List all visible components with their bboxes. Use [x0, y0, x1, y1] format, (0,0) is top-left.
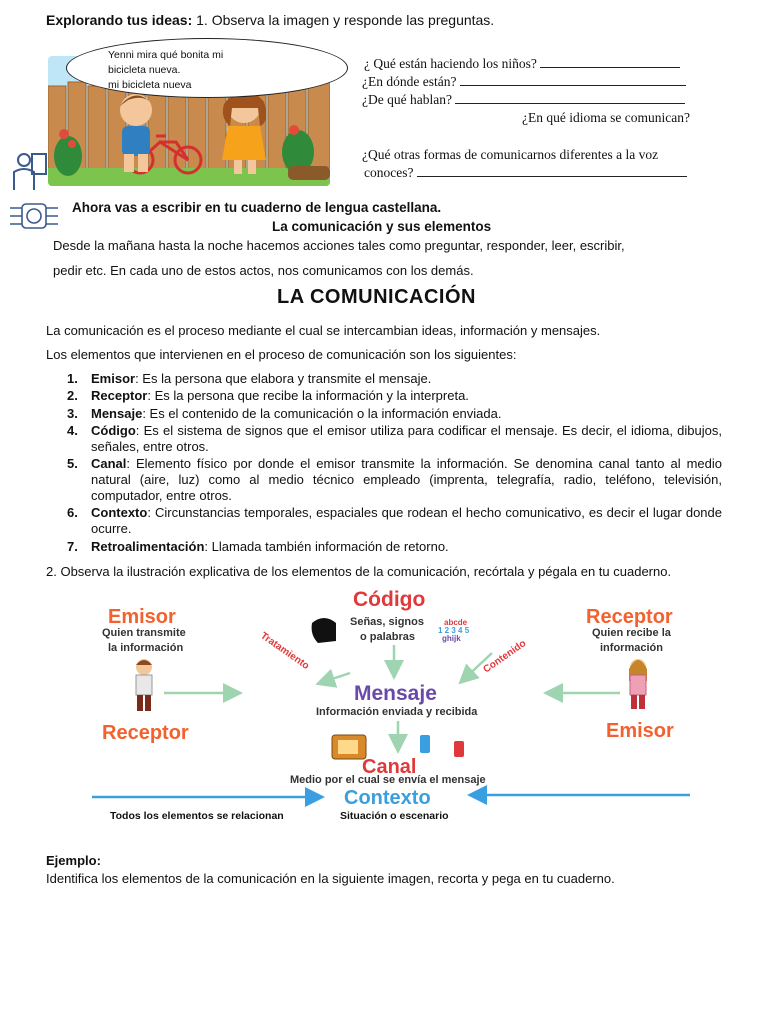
question-3-text: ¿De qué hablan? — [362, 92, 452, 107]
codigo-label: Código — [353, 588, 426, 611]
bubble-line-1: Yenni mira qué bonita mi — [108, 49, 224, 61]
write-note: Ahora vas a escribir en tu cuaderno de lengua castellana. — [72, 200, 442, 215]
list-item: 2. Receptor: Es la persona que recibe la información y la interpreta. — [67, 388, 469, 404]
answer-line-3[interactable] — [455, 91, 685, 104]
activity-heading — [46, 12, 494, 28]
phone-icon — [420, 735, 464, 757]
example-label: Ejemplo: — [46, 853, 101, 868]
list-item: 3. Mensaje: Es el contenido de la comunicación o la información enviada. — [67, 405, 502, 421]
list-item: 7. Retroalimentación: Llamada también información de retorno. — [67, 539, 449, 555]
activity-lead: Explorando tus ideas: — [46, 12, 193, 28]
list-item: 6. Contexto: Circunstancias temporales, espaciales que rodean el hecho comunicativo, es decir el lugar donde ocurre. — [67, 505, 722, 537]
girl-figure-icon — [629, 659, 647, 709]
question-1 — [364, 55, 680, 73]
elements-list — [67, 371, 722, 557]
canal-sub: Medio por el cual se envía el mensaje — [290, 774, 486, 786]
definition: La comunicación es el proceso mediante el cual se intercambian ideas, información y mensajes. — [46, 323, 601, 338]
list-item: 5. Canal: Elemento físico por donde el emisor transmite la información. Se denomina canal tanto al medio natural (aire, luz) como al medio técnico empleado (imprenta, telegrafía, radio, teléfono, televisión, computador, entre otros. — [67, 456, 722, 504]
emisor-left-sub2: la información — [108, 642, 184, 654]
svg-text:1 2 3 4 5: 1 2 3 4 5 — [438, 626, 470, 635]
receptor-right-sub2: información — [600, 642, 663, 654]
speaking-head-icon — [312, 618, 336, 643]
emisor-left-sub1: Quien transmite — [102, 627, 186, 639]
answer-line-5[interactable] — [417, 164, 687, 177]
codigo-sub2: o palabras — [360, 631, 416, 643]
speech-bubble-text — [108, 48, 223, 93]
question-2 — [362, 73, 686, 91]
letters-icon — [438, 618, 470, 643]
bubble-line-3: mi bicicleta nueva — [108, 79, 192, 91]
bottom-mid-caption: Situación o escenario — [340, 810, 449, 822]
svg-text:ghijk: ghijk — [442, 634, 461, 643]
question-2-text: ¿En dónde están? — [362, 74, 457, 89]
receptor-left-label: Receptor — [102, 722, 189, 744]
receptor-right-sub1: Quien recibe la — [592, 627, 671, 639]
bubble-line-2: bicicleta nueva. — [108, 64, 181, 76]
question-3 — [362, 91, 685, 109]
receptor-right-label: Receptor — [586, 606, 673, 628]
list-item: 1. Emisor: Es la persona que elabora y transmite el mensaje. — [67, 371, 432, 386]
contenido-label: Contenido — [481, 638, 529, 676]
answer-line-2[interactable] — [460, 73, 686, 86]
contexto-label: Contexto — [344, 787, 431, 809]
page-title: LA COMUNICACIÓN — [277, 286, 476, 308]
communication-diagram — [92, 585, 700, 825]
svg-text:abcde: abcde — [444, 618, 468, 627]
intro-line-2: pedir etc. En cada uno de estos actos, nos comunicamos con los demás. — [53, 263, 474, 278]
bottom-left-caption: Todos los elementos se relacionan — [110, 810, 284, 822]
emisor-left-label: Emisor — [108, 606, 176, 628]
activity-instruction: 1. Observa la imagen y responde las preguntas. — [196, 12, 495, 28]
list-item: 4. Código: Es el sistema de signos que el emisor utiliza para codificar el mensaje. Es decir, el idioma, dibujos, señales, entre otros. — [67, 422, 722, 454]
section-subtitle: La comunicación y sus elementos — [272, 219, 492, 234]
mensaje-label: Mensaje — [354, 682, 437, 705]
elements-intro: Los elementos que intervienen en el proceso de comunicación son los siguientes: — [46, 347, 517, 362]
mensaje-sub: Información enviada y recibida — [316, 706, 478, 718]
tv-icon — [332, 735, 366, 759]
question-5-cont-text: conoces? — [364, 165, 414, 180]
canal-label: Canal — [362, 756, 417, 778]
task-2: 2. Observa la ilustración explicativa de los elementos de la comunicación, recórtala y pégala en tu cuaderno. — [46, 564, 672, 579]
question-5-cont — [364, 164, 687, 182]
question-5: ¿Qué otras formas de comunicarnos diferentes a la voz — [362, 147, 659, 162]
tratamiento-label: Tratamiento — [258, 630, 312, 672]
boy-figure-icon — [136, 659, 152, 711]
answer-line-1[interactable] — [540, 55, 680, 68]
example-text: Identifica los elementos de la comunicación en la siguiente imagen, recorta y pega en tu cuaderno. — [46, 871, 615, 886]
intro-line-1: Desde la mañana hasta la noche hacemos acciones tales como preguntar, responder, leer, escribir, — [53, 238, 625, 253]
codigo-sub1: Señas, signos — [350, 616, 424, 628]
question-1-text: ¿ Qué están haciendo los niños? — [364, 56, 537, 71]
emisor-right-label: Emisor — [606, 720, 674, 742]
question-4: ¿En qué idioma se comunican? — [522, 110, 690, 125]
